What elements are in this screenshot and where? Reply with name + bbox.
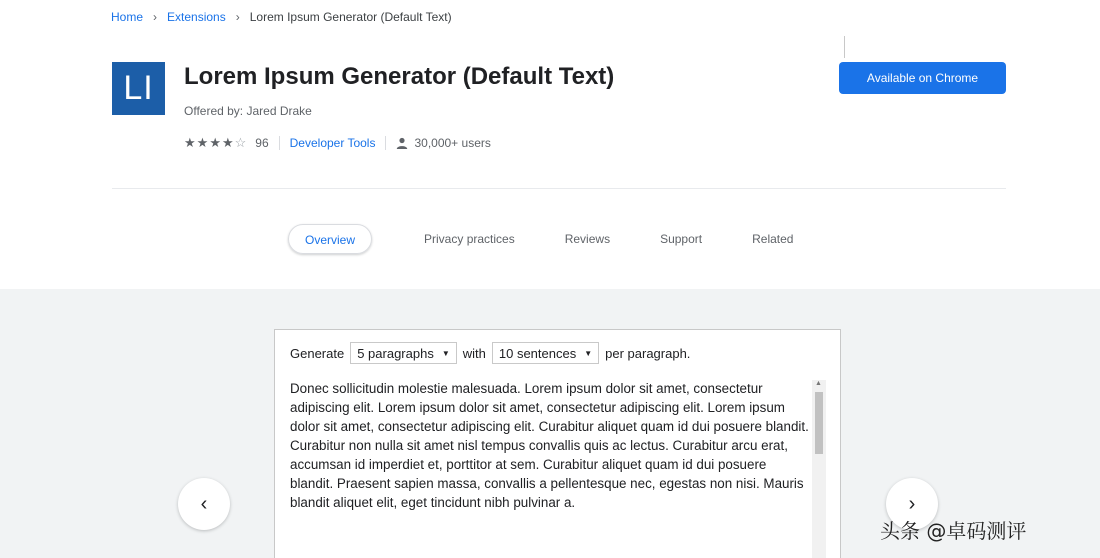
paragraphs-value: 5 paragraphs xyxy=(357,345,434,361)
star-rating[interactable] xyxy=(184,135,247,151)
with-label: with xyxy=(462,345,486,361)
sentences-value: 10 sentences xyxy=(498,345,577,361)
scroll-up-arrow-icon[interactable]: ▲ xyxy=(815,380,822,387)
screenshot-edge-line xyxy=(844,36,845,58)
tab-overview[interactable]: Overview xyxy=(288,224,372,254)
offered-by: Offered by: Jared Drake xyxy=(184,104,312,118)
user-icon xyxy=(396,137,408,149)
lorem-ipsum-text: Donec sollicitudin molestie malesuada. Lorem ipsum dolor sit amet, consectetur adipiscing elit. Lorem ipsum dolor sit amet, consectetur adipiscing elit. Lorem ipsum dolor sit amet, consectetur adipiscing elit. Curabitur aliquet quam id dui posuere blandit. Curabitur non nulla sit amet nisl tempus convallis quis ac lectus. Curabitur arcu erat, accumsan id imperdiet et, porttitor at sem. Curabitur aliquet quam id dui posuere blandit. Praesent sapien massa, convallis a pellentesque nec, egestas non nisi. Mauris blandit aliquet elit, eget tincidunt nibh pulvinar a. xyxy=(290,381,809,510)
meta-divider xyxy=(279,136,280,150)
star-filled-icon: ★ xyxy=(184,135,197,150)
paragraphs-select[interactable] xyxy=(350,342,457,364)
tab-support[interactable]: Support xyxy=(660,232,703,246)
user-count: 30,000+ users xyxy=(414,136,491,150)
meta-divider xyxy=(385,136,386,150)
breadcrumb-current: Lorem Ipsum Generator (Default Text) xyxy=(249,10,452,24)
star-filled-icon: ★ xyxy=(209,135,222,150)
available-on-chrome-button[interactable]: Available on Chrome xyxy=(839,62,1006,94)
generate-controls xyxy=(290,342,690,364)
watermark: 头条 @卓码测评 xyxy=(880,519,1027,543)
breadcrumb xyxy=(111,10,452,24)
chevron-right-icon: › xyxy=(908,493,916,515)
carousel-prev-button[interactable] xyxy=(178,478,230,530)
generate-label: Generate xyxy=(290,345,345,361)
chevron-right-icon: › xyxy=(235,10,240,24)
per-paragraph-label: per paragraph. xyxy=(605,345,691,361)
tab-privacy-practices[interactable]: Privacy practices xyxy=(424,232,515,246)
scrollbar-thumb[interactable] xyxy=(815,392,823,454)
chevron-left-icon: ‹ xyxy=(200,493,208,515)
header-divider xyxy=(112,188,1006,189)
extension-title: Lorem Ipsum Generator (Default Text) xyxy=(184,63,615,90)
chevron-right-icon: › xyxy=(153,10,158,24)
star-filled-icon: ★ xyxy=(221,135,235,150)
screenshot-image[interactable] xyxy=(274,329,841,558)
category-link[interactable]: Developer Tools xyxy=(289,136,376,150)
rating-count[interactable]: 96 xyxy=(255,136,269,150)
star-filled-icon: ★ xyxy=(196,135,210,150)
caret-down-icon: ▼ xyxy=(584,348,593,358)
tab-reviews[interactable]: Reviews xyxy=(564,232,611,246)
breadcrumb-home-link[interactable]: Home xyxy=(111,10,144,24)
tab-bar xyxy=(288,224,809,254)
star-empty-icon: ☆ xyxy=(234,135,248,150)
extension-meta xyxy=(184,135,491,151)
caret-down-icon: ▼ xyxy=(441,348,450,358)
sentences-select[interactable] xyxy=(492,342,599,364)
breadcrumb-extensions-link[interactable]: Extensions xyxy=(167,10,226,24)
scrollbar[interactable] xyxy=(812,380,826,558)
extension-logo: LI xyxy=(112,62,165,115)
tab-related[interactable]: Related xyxy=(752,232,794,246)
